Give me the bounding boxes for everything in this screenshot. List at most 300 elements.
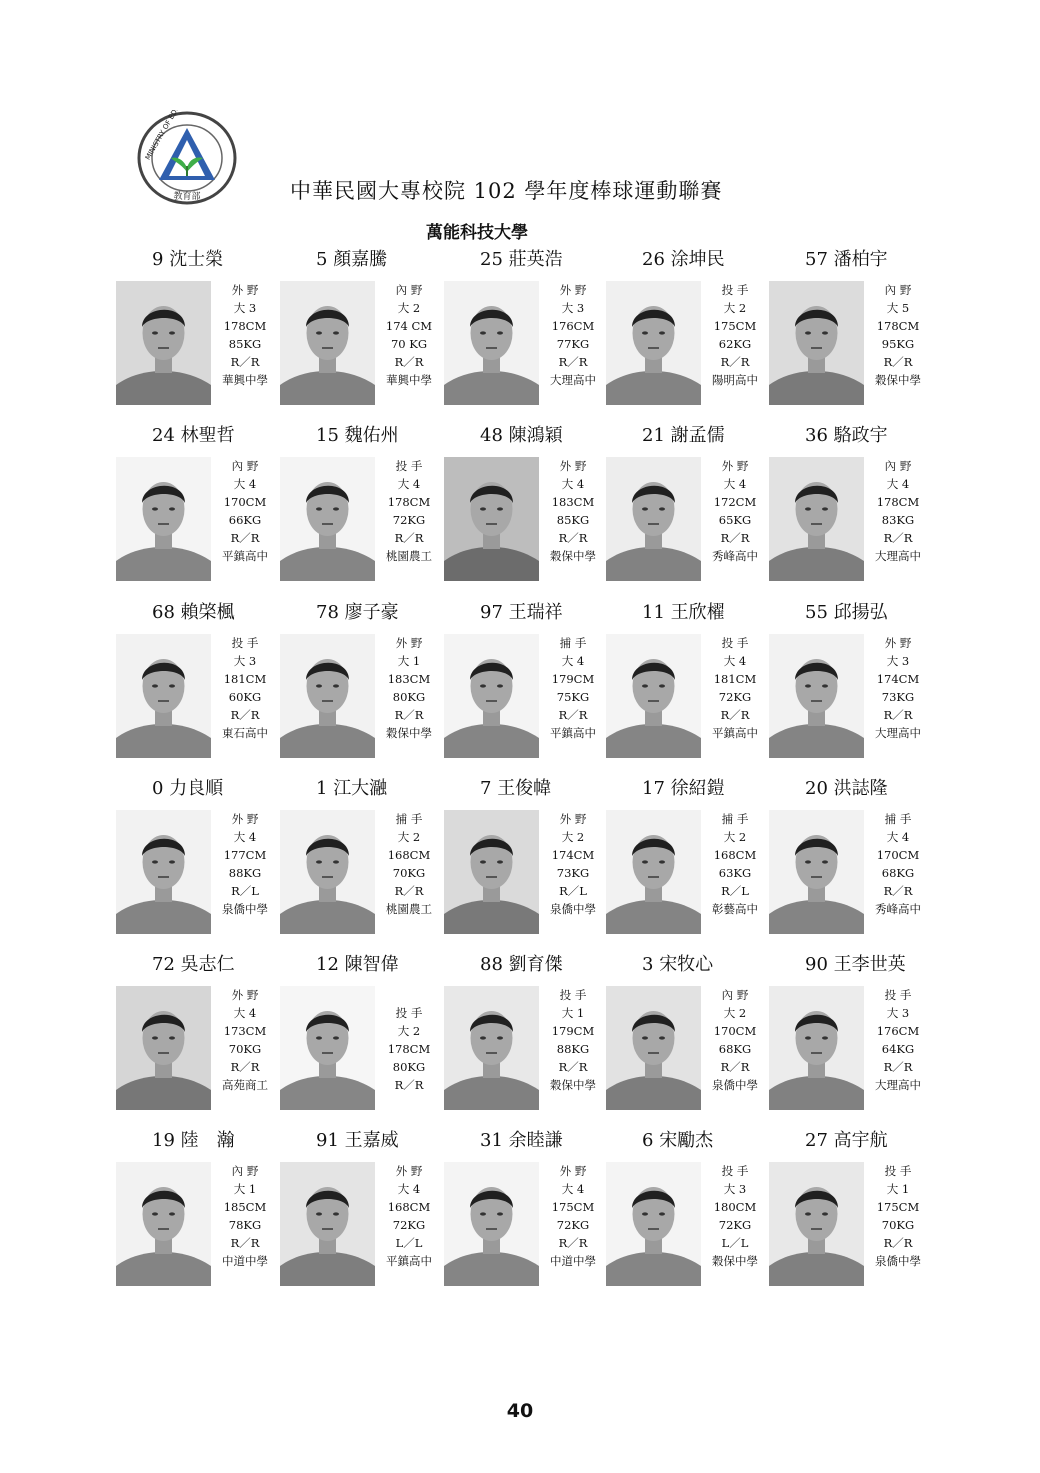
player-height: 183CM (387, 672, 431, 686)
player-photo (280, 810, 375, 934)
player-number: 6 (642, 1130, 654, 1151)
player-number: 20 (805, 778, 828, 799)
player-card (280, 950, 450, 1110)
player-stats (542, 986, 604, 1094)
player-photo (606, 986, 701, 1110)
player-name (642, 1126, 713, 1152)
player-stats (378, 1004, 440, 1094)
player-stats (867, 810, 929, 918)
player-bats-throws: R／R (883, 355, 913, 369)
player-name-text: 吳志仁 (180, 954, 235, 975)
player-card (769, 598, 939, 758)
logo-chinese-text: 教育部 (173, 192, 201, 202)
player-name (152, 950, 235, 976)
player-weight: 73KG (881, 690, 915, 704)
player-card (280, 1126, 450, 1286)
player-number: 7 (480, 778, 492, 799)
player-high-school: 穀保中學 (875, 373, 921, 387)
player-card (606, 421, 776, 581)
player-weight: 72KG (718, 690, 752, 704)
player-stats (542, 1162, 604, 1270)
player-position: 外 野 (559, 812, 587, 826)
player-photo (116, 986, 211, 1110)
player-stats (867, 457, 929, 565)
player-high-school: 大理高中 (875, 1078, 921, 1092)
player-card (606, 245, 776, 405)
player-stats (867, 1162, 929, 1270)
player-weight: 80KG (392, 690, 426, 704)
player-name (316, 950, 399, 976)
player-weight: 88KG (556, 1042, 590, 1056)
player-name-text: 力良順 (169, 778, 224, 799)
player-photo (444, 1162, 539, 1286)
player-card (280, 598, 450, 758)
player-high-school: 桃園農工 (386, 902, 432, 916)
player-position: 外 野 (395, 1164, 423, 1178)
player-card (769, 245, 939, 405)
player-weight: 75KG (556, 690, 590, 704)
player-name-text: 徐紹鎧 (670, 778, 725, 799)
player-high-school: 平鎮高中 (550, 726, 596, 740)
player-position: 內 野 (721, 988, 749, 1002)
player-weight: 68KG (881, 866, 915, 880)
player-high-school: 穀保中學 (550, 1078, 596, 1092)
player-position: 內 野 (395, 283, 423, 297)
player-year: 大 2 (397, 301, 421, 315)
player-height: 176CM (876, 1024, 920, 1038)
player-name-text: 江大瀜 (333, 778, 388, 799)
player-weight: 60KG (228, 690, 262, 704)
player-position: 內 野 (231, 1164, 259, 1178)
player-bats-throws: R／R (558, 1060, 588, 1074)
player-bats-throws: R／R (230, 531, 260, 545)
player-photo (444, 281, 539, 405)
player-card (280, 421, 450, 581)
player-high-school: 平鎮高中 (222, 549, 268, 563)
player-height: 174CM (876, 672, 920, 686)
player-bats-throws: R／R (230, 355, 260, 369)
player-name-text: 洪誌隆 (833, 778, 888, 799)
player-stats (378, 457, 440, 565)
player-photo (769, 634, 864, 758)
player-bats-throws: R／R (720, 531, 750, 545)
player-photo (769, 810, 864, 934)
player-name-text: 陸 瀚 (180, 1130, 235, 1151)
player-photo (116, 634, 211, 758)
player-name (316, 421, 399, 447)
player-weight: 62KG (718, 337, 752, 351)
player-name-text: 王瑞祥 (508, 602, 563, 623)
player-stats (867, 986, 929, 1094)
player-photo (606, 457, 701, 581)
player-height: 172CM (713, 495, 757, 509)
player-number: 12 (316, 954, 339, 975)
player-photo (116, 810, 211, 934)
player-bats-throws: R／R (883, 531, 913, 545)
player-height: 179CM (551, 1024, 595, 1038)
player-name (805, 245, 888, 271)
player-position: 投 手 (721, 1164, 749, 1178)
player-photo (769, 1162, 864, 1286)
player-card (116, 245, 286, 405)
player-photo (606, 634, 701, 758)
player-stats (704, 457, 766, 565)
player-stats (378, 281, 440, 389)
player-year: 大 4 (561, 1182, 585, 1196)
player-name (316, 598, 399, 624)
player-high-school: 中道中學 (222, 1254, 268, 1268)
player-stats (214, 281, 276, 389)
player-photo (769, 986, 864, 1110)
player-name (316, 774, 387, 800)
player-height: 178CM (387, 495, 431, 509)
player-number: 72 (152, 954, 175, 975)
player-photo (606, 1162, 701, 1286)
player-position: 捕 手 (395, 812, 423, 826)
logo-english-text: MINISTRY OF (143, 118, 174, 162)
player-card (444, 598, 614, 758)
player-bats-throws: R／R (883, 708, 913, 722)
player-photo (280, 457, 375, 581)
player-bats-throws: R／L (721, 884, 749, 898)
player-name (152, 774, 223, 800)
player-bats-throws: L／L (721, 1236, 749, 1250)
player-name (152, 598, 235, 624)
player-number: 24 (152, 425, 175, 446)
player-number: 9 (152, 249, 164, 270)
player-name-text: 潘柏宇 (833, 249, 888, 270)
player-height: 180CM (713, 1200, 757, 1214)
player-number: 57 (805, 249, 828, 270)
player-weight: 72KG (718, 1218, 752, 1232)
player-position: 外 野 (231, 812, 259, 826)
player-position: 捕 手 (721, 812, 749, 826)
player-bats-throws: R／R (230, 708, 260, 722)
player-name-text: 駱政宇 (833, 425, 888, 446)
player-high-school: 泉僑中學 (875, 1254, 921, 1268)
player-stats (704, 986, 766, 1094)
player-name (642, 245, 725, 271)
player-high-school: 穀保中學 (550, 549, 596, 563)
player-card (769, 774, 939, 934)
player-position: 投 手 (231, 636, 259, 650)
player-year: 大 3 (233, 301, 257, 315)
player-bats-throws: R／R (394, 355, 424, 369)
player-bats-throws: R／R (720, 1060, 750, 1074)
player-position: 投 手 (395, 1006, 423, 1020)
player-high-school: 大理高中 (875, 549, 921, 563)
player-height: 178CM (876, 495, 920, 509)
player-card (606, 598, 776, 758)
player-height: 178CM (387, 1042, 431, 1056)
player-card (444, 245, 614, 405)
player-bats-throws: L／L (395, 1236, 423, 1250)
player-position: 投 手 (884, 1164, 912, 1178)
player-year: 大 1 (397, 654, 421, 668)
player-year: 大 2 (723, 830, 747, 844)
player-year: 大 3 (886, 1006, 910, 1020)
player-photo (769, 281, 864, 405)
player-card (606, 774, 776, 934)
player-position: 投 手 (721, 636, 749, 650)
player-high-school: 穀保中學 (386, 726, 432, 740)
player-position: 捕 手 (559, 636, 587, 650)
player-stats (867, 281, 929, 389)
player-stats (214, 986, 276, 1094)
player-height: 175CM (713, 319, 757, 333)
player-photo (280, 634, 375, 758)
player-name-text: 莊英浩 (508, 249, 563, 270)
player-card (444, 774, 614, 934)
player-height: 170CM (876, 848, 920, 862)
player-bats-throws: R／R (558, 355, 588, 369)
player-name (480, 245, 563, 271)
player-bats-throws: R／R (883, 884, 913, 898)
player-number: 91 (316, 1130, 339, 1151)
player-number: 31 (480, 1130, 503, 1151)
player-stats (867, 634, 929, 742)
player-name-text: 邱揚弘 (833, 602, 888, 623)
player-height: 176CM (551, 319, 595, 333)
player-position: 投 手 (884, 988, 912, 1002)
player-name-text: 陳智偉 (344, 954, 399, 975)
player-stats (704, 810, 766, 918)
player-number: 3 (642, 954, 654, 975)
player-position: 外 野 (231, 988, 259, 1002)
page-title: 中華民國大專校院 102 學年度棒球運動聯賽 (290, 179, 723, 203)
player-name (642, 421, 725, 447)
player-position: 投 手 (559, 988, 587, 1002)
player-height: 170CM (713, 1024, 757, 1038)
player-height: 174CM (551, 848, 595, 862)
player-name (152, 245, 223, 271)
player-name (316, 1126, 399, 1152)
player-name-text: 宋牧心 (659, 954, 714, 975)
player-bats-throws: R／R (883, 1236, 913, 1250)
player-height: 181CM (223, 672, 267, 686)
player-weight: 88KG (228, 866, 262, 880)
player-stats (214, 1162, 276, 1270)
player-number: 11 (642, 602, 665, 623)
player-weight: 80KG (392, 1060, 426, 1074)
player-name (642, 598, 725, 624)
player-high-school: 泉僑中學 (550, 902, 596, 916)
player-card (116, 1126, 286, 1286)
player-year: 大 1 (233, 1182, 257, 1196)
player-year: 大 5 (886, 301, 910, 315)
player-weight: 70 KG (390, 337, 428, 351)
player-number: 55 (805, 602, 828, 623)
player-name-text: 王欣櫂 (670, 602, 725, 623)
player-position: 內 野 (884, 459, 912, 473)
player-photo (444, 634, 539, 758)
player-stats (542, 634, 604, 742)
player-name (316, 245, 387, 271)
player-card (116, 774, 286, 934)
player-card (444, 421, 614, 581)
player-bats-throws: R／R (394, 531, 424, 545)
player-weight: 66KG (228, 513, 262, 527)
player-name (805, 950, 906, 976)
player-year: 大 1 (886, 1182, 910, 1196)
player-stats (214, 457, 276, 565)
player-name (480, 950, 563, 976)
player-high-school: 華興中學 (222, 373, 268, 387)
player-number: 68 (152, 602, 175, 623)
player-height: 174 CM (385, 319, 433, 333)
player-weight: 70KG (228, 1042, 262, 1056)
player-name-text: 高宇航 (833, 1130, 888, 1151)
player-bats-throws: R／R (558, 1236, 588, 1250)
player-card (444, 1126, 614, 1286)
player-name (642, 950, 713, 976)
player-high-school: 華興中學 (386, 373, 432, 387)
player-bats-throws: R／R (394, 708, 424, 722)
page-number: 40 (506, 1400, 534, 1422)
player-name (805, 598, 888, 624)
player-weight: 65KG (718, 513, 752, 527)
player-stats (378, 634, 440, 742)
player-weight: 63KG (718, 866, 752, 880)
player-stats (542, 457, 604, 565)
player-year: 大 2 (397, 1024, 421, 1038)
player-stats (214, 810, 276, 918)
player-bats-throws: R／R (558, 531, 588, 545)
player-position: 投 手 (721, 283, 749, 297)
player-year: 大 4 (561, 654, 585, 668)
player-high-school: 東石高中 (222, 726, 268, 740)
player-bats-throws: R／R (394, 884, 424, 898)
player-height: 168CM (387, 848, 431, 862)
player-high-school: 泉僑中學 (222, 902, 268, 916)
player-weight: 95KG (881, 337, 915, 351)
player-height: 178CM (223, 319, 267, 333)
player-height: 173CM (223, 1024, 267, 1038)
player-name-text: 劉育傑 (508, 954, 563, 975)
player-name (805, 1126, 888, 1152)
player-name-text: 王嘉威 (344, 1130, 399, 1151)
player-position: 外 野 (884, 636, 912, 650)
player-high-school: 大理高中 (550, 373, 596, 387)
player-photo (280, 986, 375, 1110)
player-name-text: 余睦謙 (508, 1130, 563, 1151)
player-height: 168CM (713, 848, 757, 862)
player-card (606, 1126, 776, 1286)
player-year: 大 4 (723, 477, 747, 491)
player-bats-throws: R／R (720, 355, 750, 369)
player-number: 36 (805, 425, 828, 446)
player-height: 178CM (876, 319, 920, 333)
player-photo (280, 281, 375, 405)
player-card (116, 950, 286, 1110)
player-card (444, 950, 614, 1110)
player-year: 大 4 (886, 477, 910, 491)
player-number: 21 (642, 425, 665, 446)
player-stats (378, 1162, 440, 1270)
player-card (280, 774, 450, 934)
player-position: 內 野 (231, 459, 259, 473)
player-card (769, 950, 939, 1110)
player-photo (444, 986, 539, 1110)
player-year: 大 4 (233, 477, 257, 491)
player-position: 外 野 (395, 636, 423, 650)
player-photo (444, 810, 539, 934)
player-position: 外 野 (559, 1164, 587, 1178)
player-bats-throws: R／R (230, 1236, 260, 1250)
player-number: 26 (642, 249, 665, 270)
player-name (642, 774, 725, 800)
player-year: 大 2 (397, 830, 421, 844)
player-name-text: 廖子豪 (344, 602, 399, 623)
player-bats-throws: R／R (230, 1060, 260, 1074)
player-stats (704, 1162, 766, 1270)
player-number: 19 (152, 1130, 175, 1151)
player-name-text: 陳鴻穎 (508, 425, 563, 446)
player-name-text: 宋勵杰 (659, 1130, 714, 1151)
player-name-text: 涂坤民 (670, 249, 725, 270)
player-high-school: 穀保中學 (712, 1254, 758, 1268)
player-card (769, 1126, 939, 1286)
player-photo (769, 457, 864, 581)
player-weight: 72KG (556, 1218, 590, 1232)
player-height: 185CM (223, 1200, 267, 1214)
player-stats (704, 634, 766, 742)
player-weight: 68KG (718, 1042, 752, 1056)
player-weight: 85KG (556, 513, 590, 527)
player-position: 外 野 (559, 283, 587, 297)
player-height: 181CM (713, 672, 757, 686)
player-number: 88 (480, 954, 503, 975)
player-position: 外 野 (721, 459, 749, 473)
player-bats-throws: R／R (883, 1060, 913, 1074)
player-weight: 73KG (556, 866, 590, 880)
player-stats (704, 281, 766, 389)
player-photo (116, 1162, 211, 1286)
player-year: 大 1 (561, 1006, 585, 1020)
player-year: 大 3 (886, 654, 910, 668)
player-name (480, 421, 563, 447)
player-name-text: 魏佑州 (344, 425, 399, 446)
player-name (152, 1126, 235, 1152)
player-height: 183CM (551, 495, 595, 509)
player-height: 177CM (223, 848, 267, 862)
player-photo (280, 1162, 375, 1286)
player-name-text: 王俊幃 (497, 778, 552, 799)
player-number: 78 (316, 602, 339, 623)
player-stats (214, 634, 276, 742)
player-height: 179CM (551, 672, 595, 686)
player-height: 168CM (387, 1200, 431, 1214)
player-weight: 83KG (881, 513, 915, 527)
school-name: 萬能科技大學 (426, 223, 528, 243)
player-year: 大 2 (723, 301, 747, 315)
player-high-school: 桃園農工 (386, 549, 432, 563)
player-number: 0 (152, 778, 164, 799)
player-name (480, 1126, 563, 1152)
player-year: 大 4 (561, 477, 585, 491)
player-number: 48 (480, 425, 503, 446)
player-bats-throws: R／L (559, 884, 587, 898)
player-card (606, 950, 776, 1110)
player-position: 外 野 (559, 459, 587, 473)
player-high-school: 平鎮高中 (712, 726, 758, 740)
player-number: 97 (480, 602, 503, 623)
player-bats-throws: R／R (558, 708, 588, 722)
player-stats (542, 281, 604, 389)
player-name (805, 774, 888, 800)
player-year: 大 3 (561, 301, 585, 315)
player-high-school: 中道中學 (550, 1254, 596, 1268)
